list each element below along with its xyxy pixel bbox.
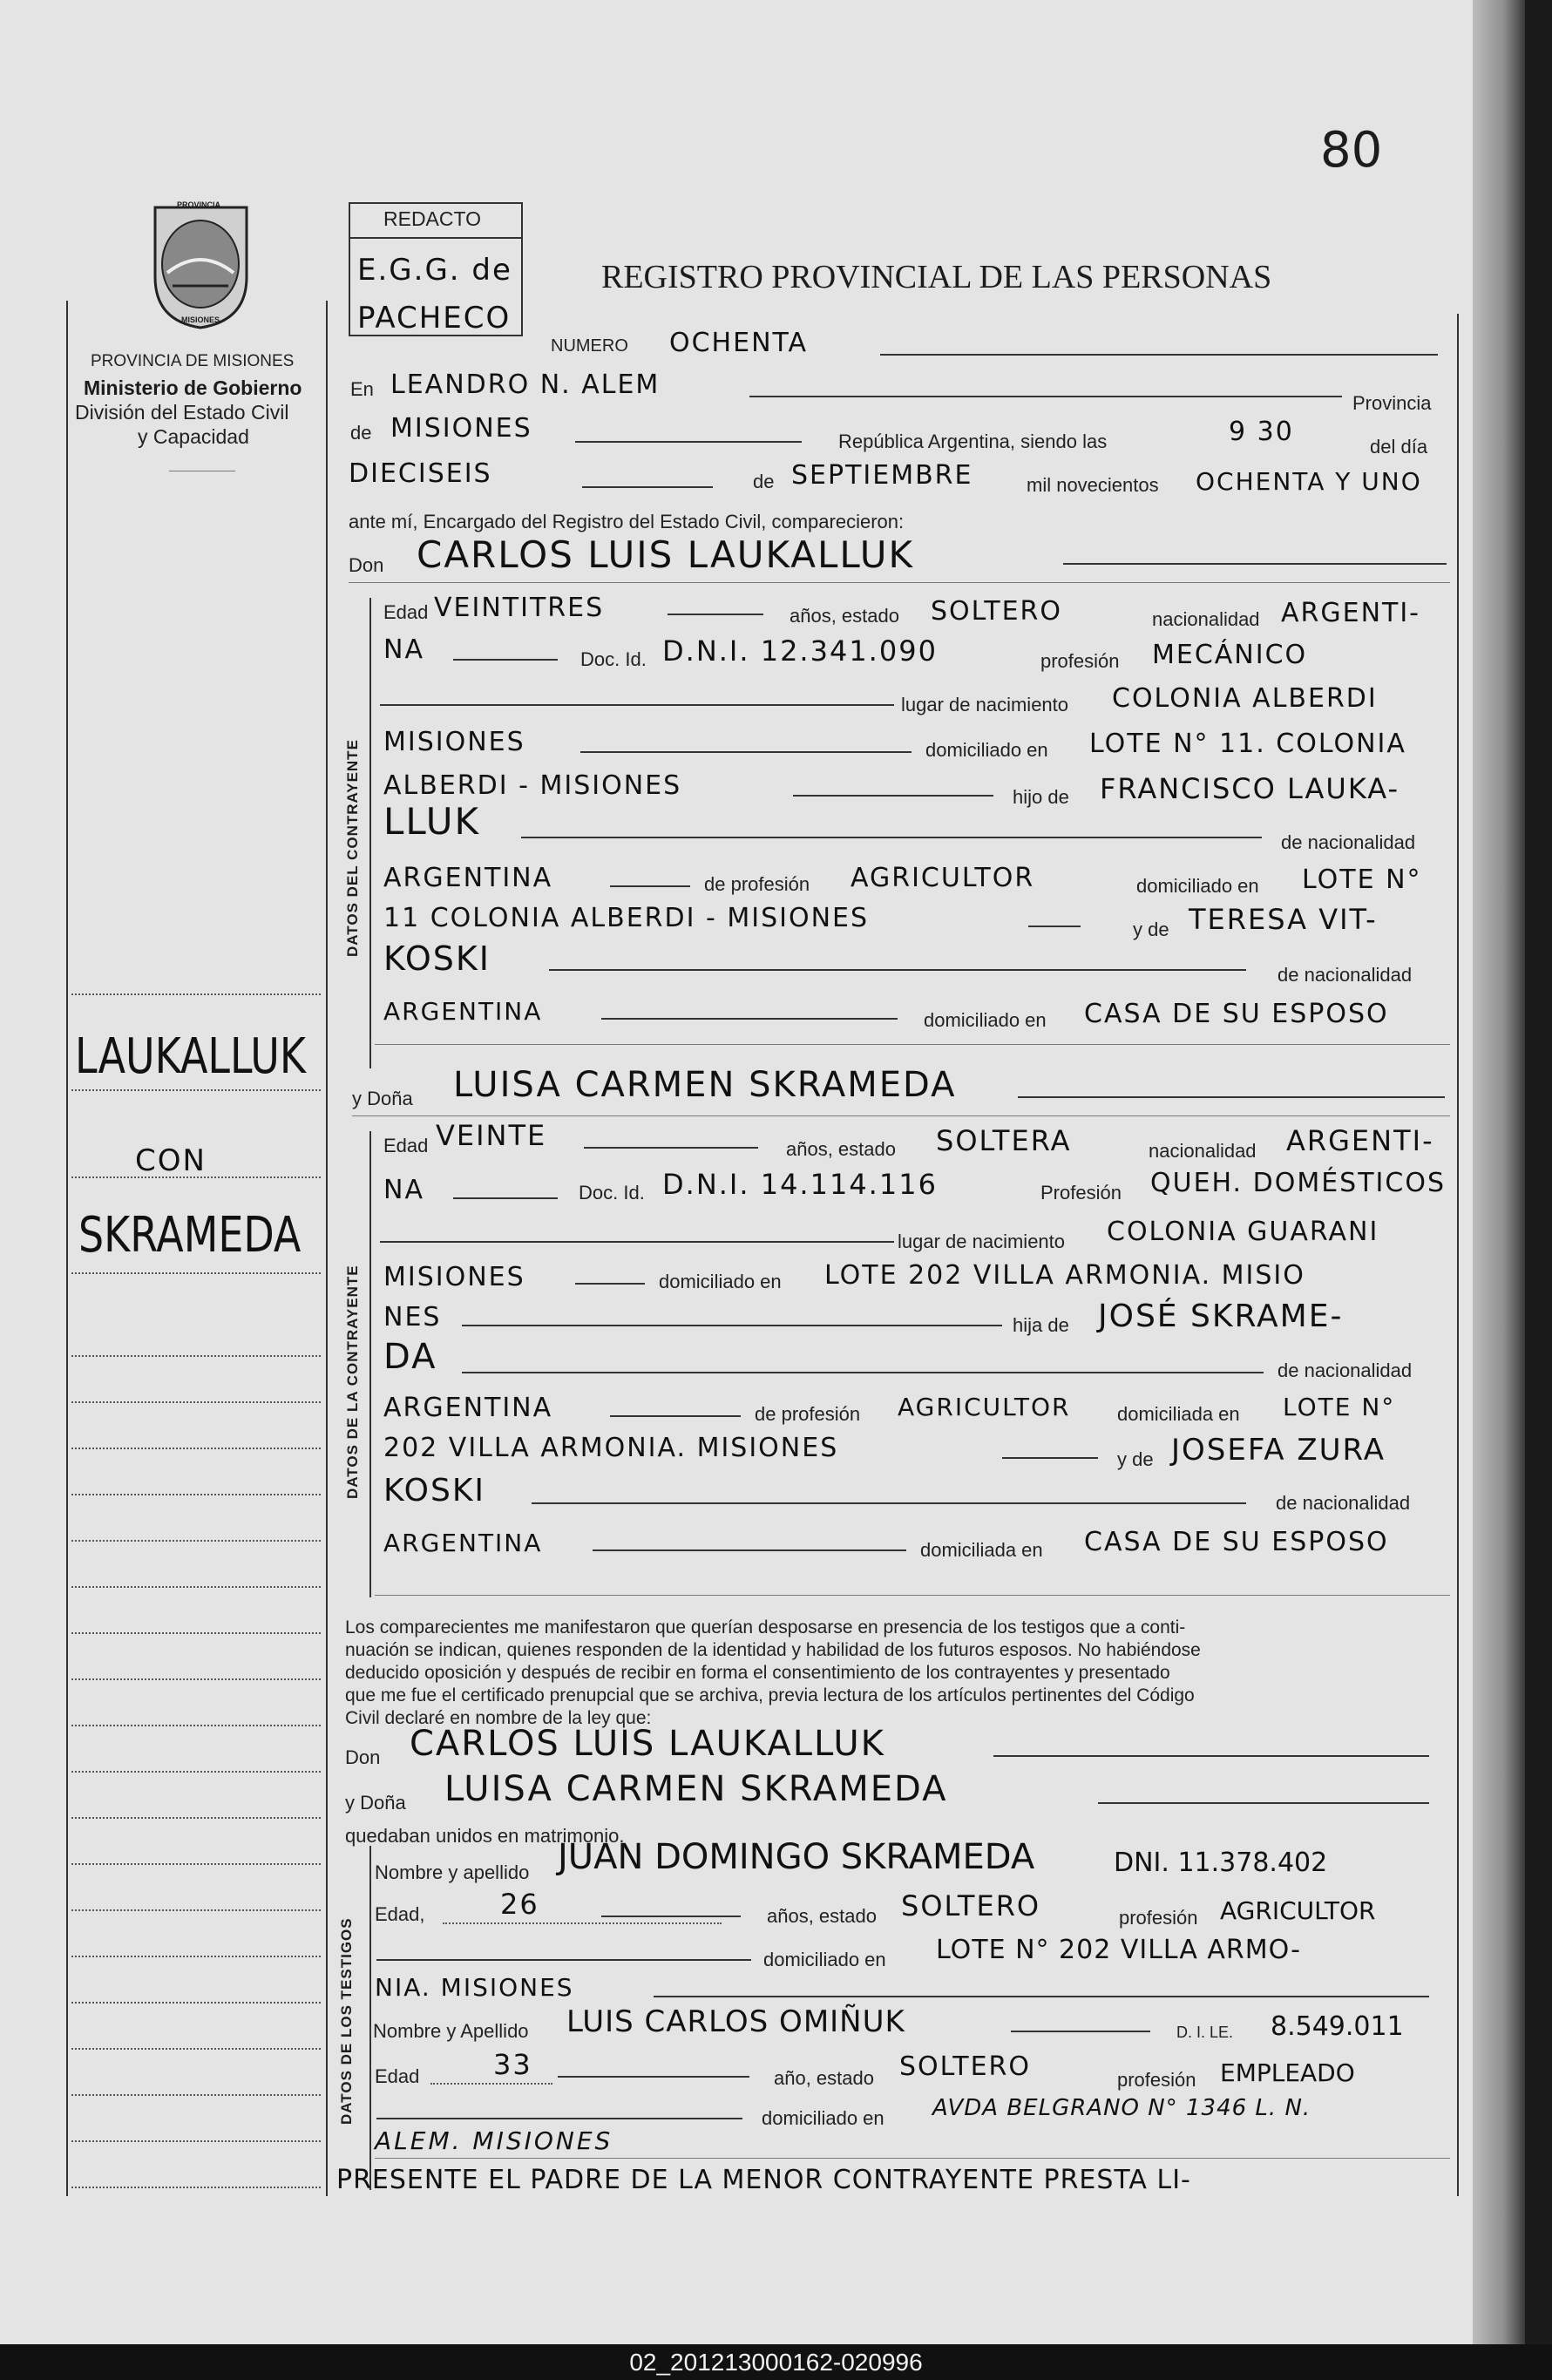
f-madre-domic: CASA DE SU ESPOSO (1084, 1527, 1389, 1557)
province-seal (146, 199, 255, 329)
t2-edad-line (558, 2076, 749, 2078)
body-don-label: Don (345, 1746, 381, 1768)
body-line-2: nuación se indican, quienes responden de la identidad y habilidad de los futuros esposos. No habiéndose (345, 1640, 1201, 1660)
left-division-1: División del Estado Civil (75, 401, 289, 424)
margin-line (71, 1817, 321, 1819)
page-number: 80 (1320, 122, 1383, 179)
f-domic-1: LOTE 202 VILLA ARMONIA. MISIO (824, 1260, 1305, 1291)
c-nac-1: ARGENTI- (1281, 598, 1421, 628)
c-padre-1: FRANCISCO LAUKA- (1100, 772, 1400, 805)
dona-underline (352, 1115, 1450, 1116)
en-line (749, 396, 1342, 397)
margin-line (71, 1863, 321, 1865)
f-edad-line (584, 1147, 758, 1149)
f-padre-prof: AGRICULTOR (898, 1393, 1071, 1421)
margin-line (71, 1355, 321, 1357)
c-estado: SOLTERO (931, 596, 1062, 627)
c-madre-nac-label: de nacionalidad (1278, 964, 1413, 986)
t1-domic-label: domiciliado en (763, 1949, 886, 1970)
c-anios-label: años, estado (790, 605, 899, 627)
f-doc: D.N.I. 14.114.116 (662, 1168, 938, 1201)
c-lugar-1: COLONIA ALBERDI (1112, 683, 1378, 714)
form-left-rule (326, 301, 328, 2196)
c-lugar-2: MISIONES (383, 727, 525, 757)
body-line-5: Civil declaré en nombre de la ley que: (345, 1708, 652, 1728)
f-madre-nac: ARGENTINA (383, 1529, 543, 1557)
margin-line (71, 1586, 321, 1588)
f-padre-domic-label: domiciliada en (1117, 1403, 1240, 1425)
testigos-bracket (369, 1846, 371, 2190)
f-doc-label: Doc. Id. (579, 1182, 645, 1204)
f-domic-2: NES (383, 1302, 442, 1332)
body-don: CARLOS LUIS LAUKALLUK (410, 1724, 885, 1764)
f-padre-2: DA (383, 1337, 437, 1377)
margin-line (71, 1956, 321, 1957)
t2-domic-label: domiciliado en (762, 2107, 884, 2129)
c-madre-domic: CASA DE SU ESPOSO (1084, 999, 1389, 1029)
margin-line (71, 1540, 321, 1542)
c-padre-domic-1: LOTE N° (1302, 865, 1422, 895)
f-nac-label: nacionalidad (1149, 1140, 1257, 1162)
margin-line (71, 1401, 321, 1403)
c-madre-nac-line (601, 1018, 898, 1020)
margin-line (71, 1632, 321, 1634)
c-padre-domic-label: domiciliado en (1136, 875, 1259, 897)
don-line (1063, 563, 1447, 565)
book-binding (1473, 0, 1525, 2344)
margin-line (71, 2140, 321, 2142)
f-nac2-line (453, 1197, 558, 1199)
contrayente-bracket (369, 598, 371, 1068)
c-edad: VEINTITRES (434, 593, 605, 623)
contrayenta-side-label: DATOS DE LA CONTRAYENTE (344, 1265, 361, 1499)
don-label: Don (349, 554, 384, 576)
c-prof-label: profesión (1040, 650, 1120, 672)
left-margin-rule (66, 301, 68, 2196)
margin-line (71, 1678, 321, 1680)
don-underline (349, 582, 1450, 583)
dona-label: y Doña (352, 1088, 413, 1109)
de-label: de (350, 422, 372, 444)
c-nac-2: NA (383, 634, 424, 665)
t2-doc-label: D. I. LE. (1176, 2024, 1234, 2041)
t1-domic-1: LOTE N° 202 VILLA ARMO- (936, 1935, 1301, 1965)
margin-line (71, 2187, 321, 2188)
hora-value: 9 30 (1229, 417, 1294, 447)
f-madre2-line (532, 1502, 1246, 1504)
f-hija-label: hija de (1013, 1314, 1069, 1336)
t1-edad: 26 (500, 1888, 539, 1921)
f-prof: QUEH. DOMÉSTICOS (1150, 1168, 1447, 1198)
c-lugar2-line (580, 751, 912, 753)
t1-prof: AGRICULTOR (1220, 1896, 1376, 1925)
f-de-prof-label: de profesión (755, 1403, 861, 1425)
body-line-4: que me fue el certificado prenupcial que se archiva, previa lectura de los artículos pertinentes del Código (345, 1685, 1195, 1705)
c-y-de-label: y de (1133, 919, 1169, 940)
c-padre-2: LLUK (383, 800, 480, 843)
t1-edad-line (601, 1916, 741, 1917)
c-de-prof-label: de profesión (704, 873, 810, 895)
f-padre2-line (462, 1372, 1264, 1373)
de2-label: de (753, 471, 775, 492)
c-padre2-line (521, 837, 1262, 838)
form-right-rule (1457, 314, 1459, 2196)
t1-edad-label: Edad, (375, 1903, 425, 1925)
c-domic-2: ALBERDI - MISIONES (383, 770, 682, 801)
f-lugar-line (380, 1241, 894, 1243)
c-madre2-line (549, 969, 1246, 971)
en-label: En (350, 378, 374, 400)
dia-value: DIECISEIS (349, 458, 492, 489)
c-edad-label: Edad (383, 601, 429, 623)
contrayente-side-label: DATOS DEL CONTRAYENTE (344, 739, 361, 957)
t2-edad: 33 (493, 2048, 532, 2081)
image-caption: 02_201213000162-020996 (0, 2344, 1552, 2380)
t1-anios-label: años, estado (767, 1905, 877, 1927)
c-padre-nac-line (610, 885, 690, 887)
f-anios-label: años, estado (786, 1138, 896, 1160)
body-unidos: quedaban unidos en matrimonio. (345, 1825, 625, 1847)
t2-prof: EMPLEADO (1220, 2058, 1355, 2087)
mil-label: mil novecientos (1027, 474, 1159, 496)
f-edad-label: Edad (383, 1135, 429, 1156)
f-lugar-1: COLONIA GUARANI (1107, 1217, 1379, 1247)
testigos-bottom-rule (375, 2158, 1450, 2159)
f-prof-label: Profesión (1040, 1182, 1122, 1204)
f-madre-domic-label: domiciliada en (920, 1539, 1043, 1561)
margin-line (71, 993, 321, 995)
t1-domic-line (376, 1959, 751, 1961)
body-dona-label: y Doña (345, 1792, 406, 1814)
margin-line (71, 1771, 321, 1773)
t2-domic-1: AVDA BELGRANO N° 1346 L. N. (932, 2095, 1311, 2121)
c-doc: D.N.I. 12.341.090 (662, 634, 938, 668)
f-lugar-2: MISIONES (383, 1262, 525, 1292)
margin-name-1: LAUKALLUK (75, 1028, 306, 1085)
t2-edad-dots (430, 2083, 552, 2085)
t2-domic-2: ALEM. MISIONES (375, 2126, 613, 2155)
t2-nombre-line (1011, 2031, 1150, 2032)
f-edad: VEINTE (436, 1119, 547, 1152)
contrayenta-bracket (369, 1131, 371, 1597)
provincia-label: Provincia (1352, 392, 1432, 414)
c-prof: MECÁNICO (1152, 640, 1308, 670)
left-ministerio: Ministerio de Gobierno (84, 376, 302, 399)
f-nac-1: ARGENTI- (1286, 1124, 1434, 1157)
t2-prof-label: profesión (1117, 2069, 1196, 2091)
del-dia-label: del día (1370, 436, 1428, 458)
redacto-label: REDACTO (383, 207, 482, 230)
f-madre-nac-label: de nacionalidad (1276, 1492, 1411, 1514)
c-lugar-label: lugar de nacimiento (901, 694, 1069, 715)
c-nac2-line (453, 659, 558, 661)
margin-line (71, 1089, 321, 1091)
c-domic2-line (793, 795, 993, 797)
t2-nombre: LUIS CARLOS OMIÑUK (566, 2004, 905, 2039)
f-nac-2: NA (383, 1175, 424, 1205)
f-lugar2-line (575, 1283, 645, 1285)
f-padre-nac: ARGENTINA (383, 1393, 553, 1423)
redacto-line-2: PACHECO (357, 301, 512, 336)
t1-prof-label: profesión (1119, 1907, 1198, 1929)
body-dona-line (1098, 1802, 1429, 1804)
left-provincia: PROVINCIA DE MISIONES (91, 352, 295, 370)
t1-nombre-label: Nombre y apellido (375, 1861, 530, 1883)
c-de-nac-label: de nacionalidad (1281, 831, 1416, 853)
dia-line (582, 486, 713, 488)
seal-text-top: PROVINCIA (177, 200, 221, 209)
body-dona: LUISA CARMEN SKRAMEDA (444, 1769, 948, 1809)
f-padre-domic-1: LOTE N° (1283, 1393, 1396, 1421)
redacto-line-1: E.G.G. de (357, 253, 512, 288)
dona-value: LUISA CARMEN SKRAMEDA (453, 1065, 957, 1105)
contrayente-bottom-rule (375, 1044, 1450, 1045)
margin-line (71, 2048, 321, 2050)
numero-line (880, 354, 1438, 356)
registry-title: REGISTRO PROVINCIAL DE LAS PERSONAS (601, 259, 1272, 295)
c-lugar-line (380, 704, 894, 706)
numero-value: OCHENTA (669, 328, 809, 358)
c-nac-label: nacionalidad (1152, 608, 1260, 630)
c-madre-nac: ARGENTINA (383, 997, 543, 1026)
mes-value: SEPTIEMBRE (791, 460, 973, 491)
t2-domic-line (376, 2118, 742, 2119)
t1-domic-2: NIA. MISIONES (375, 1973, 574, 2002)
don-value: CARLOS LUIS LAUKALLUK (417, 533, 915, 576)
seal-text-bottom: MISIONES (181, 315, 220, 324)
margin-line (71, 1494, 321, 1495)
de-line (575, 441, 802, 443)
margin-line (71, 2094, 321, 2096)
t2-nombre-label: Nombre y Apellido (373, 2020, 529, 2042)
c-padre-prof: AGRICULTOR (851, 863, 1035, 893)
t2-edad-label: Edad (375, 2065, 420, 2087)
f-padre-nac-line (610, 1415, 741, 1417)
c-doc-label: Doc. Id. (580, 648, 647, 670)
anio-value: OCHENTA Y UNO (1196, 467, 1422, 496)
redacto-divider (349, 237, 523, 239)
testigos-side-label: DATOS DE LOS TESTIGOS (338, 1917, 355, 2125)
f-y-de-label: y de (1117, 1448, 1154, 1470)
f-domic2-line (462, 1325, 1002, 1326)
t1-dni: DNI. 11.378.402 (1114, 1848, 1328, 1878)
c-domic-1: LOTE N° 11. COLONIA (1089, 729, 1406, 759)
margin-line (71, 2002, 321, 2004)
c-padre-domic-2: 11 COLONIA ALBERDI - MISIONES (383, 903, 870, 933)
body-don-line (993, 1755, 1429, 1757)
c-edad-line (668, 614, 763, 615)
numero-label: NUMERO (551, 336, 628, 356)
c-madre-1: TERESA VIT- (1189, 903, 1378, 936)
f-padre-domic2-line (1002, 1457, 1098, 1459)
f-lugar-label: lugar de nacimiento (898, 1231, 1066, 1252)
body-line-3: deducido oposición y después de recibir en forma el consentimiento de los contrayentes y presentado (345, 1663, 1170, 1683)
f-padre-1: JOSÉ SKRAME- (1098, 1298, 1344, 1334)
ante-label: ante mí, Encargado del Registro del Estado Civil, comparecieron: (349, 511, 905, 532)
f-padre-domic-2: 202 VILLA ARMONIA. MISIONES (383, 1433, 839, 1463)
t1-estado: SOLTERO (901, 1889, 1041, 1922)
margin-line (71, 1272, 321, 1274)
republica-label: República Argentina, siendo las (838, 431, 1108, 452)
margin-name-2: SKRAMEDA (78, 1207, 302, 1264)
c-madre-domic-label: domiciliado en (924, 1009, 1047, 1031)
margin-con: CON (135, 1143, 207, 1178)
body-line-1: Los comparecientes me manifestaron que querían desposarse en presencia de los testigos que a conti- (345, 1617, 1186, 1638)
c-padre-domic2-line (1028, 926, 1081, 927)
left-division-2: y Capacidad (138, 425, 249, 448)
t1-edad-dots (443, 1922, 722, 1924)
margin-line (71, 1448, 321, 1449)
c-padre-nac: ARGENTINA (383, 863, 553, 893)
margin-line (71, 1725, 321, 1726)
dona-line (1018, 1096, 1445, 1098)
t2-doc: 8.549.011 (1271, 2011, 1404, 2042)
margin-line (71, 1909, 321, 1911)
f-madre-nac-line (593, 1549, 906, 1551)
c-domic-label: domiciliado en (925, 739, 1048, 761)
f-madre-2: KOSKI (383, 1473, 486, 1509)
f-de-nac-label: de nacionalidad (1278, 1360, 1413, 1381)
f-estado: SOLTERA (936, 1124, 1072, 1157)
contrayenta-bottom-rule (375, 1595, 1450, 1596)
t1-nombre: JUAN DOMINGO SKRAMEDA (558, 1837, 1035, 1877)
t2-anios-label: año, estado (774, 2067, 874, 2089)
c-madre-2: KOSKI (383, 939, 491, 978)
f-domic-label: domiciliado en (659, 1271, 782, 1292)
en-value: LEANDRO N. ALEM (390, 370, 661, 400)
t2-estado: SOLTERO (899, 2051, 1031, 2082)
t1-domic2-line (654, 1996, 1429, 1997)
footer-note: PRESENTE EL PADRE DE LA MENOR CONTRAYENTE PRESTA LI- (336, 2165, 1191, 2195)
f-madre-1: JOSEFA ZURA (1171, 1433, 1386, 1468)
de-value: MISIONES (390, 413, 532, 444)
c-hijo-label: hijo de (1013, 786, 1069, 808)
